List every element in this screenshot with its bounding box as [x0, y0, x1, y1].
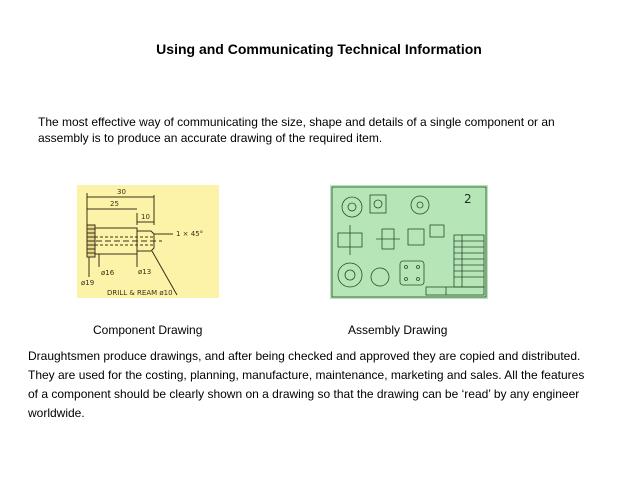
- page-title: Using and Communicating Technical Information: [156, 41, 482, 57]
- dim-drill: DRILL & REAM ø10: [107, 289, 173, 297]
- dim-dia16: ø16: [101, 269, 115, 277]
- component-drawing-caption: Component Drawing: [93, 323, 203, 337]
- body-paragraph: Draughtsmen produce drawings, and after being checked and approved they are copied and distributed. They are used for the costing, planning, manufacture, maintenance, marketing and sales. All the features of a component should be clearly shown on a drawing so that the drawing can be ‘read’ by any engineer worldwide.: [28, 349, 585, 420]
- dim-25: 25: [110, 200, 119, 208]
- dim-10: 10: [141, 213, 150, 221]
- sheet-number: 2: [464, 192, 472, 206]
- dim-dia19: ø19: [81, 279, 95, 287]
- component-drawing-image: [77, 185, 219, 298]
- component-drawing-svg: [77, 185, 219, 298]
- assembly-drawing-svg: [330, 185, 488, 299]
- dim-30: 30: [117, 188, 126, 196]
- assembly-drawing-caption: Assembly Drawing: [348, 323, 448, 337]
- intro-paragraph: The most effective way of communicating the size, shape and details of a single component or an assembly is to produce an accurate drawing of the required item.: [38, 115, 555, 145]
- dim-dia13: ø13: [138, 268, 152, 276]
- assembly-drawing-image: [330, 185, 488, 299]
- dim-chamfer: 1 × 45°: [176, 230, 204, 238]
